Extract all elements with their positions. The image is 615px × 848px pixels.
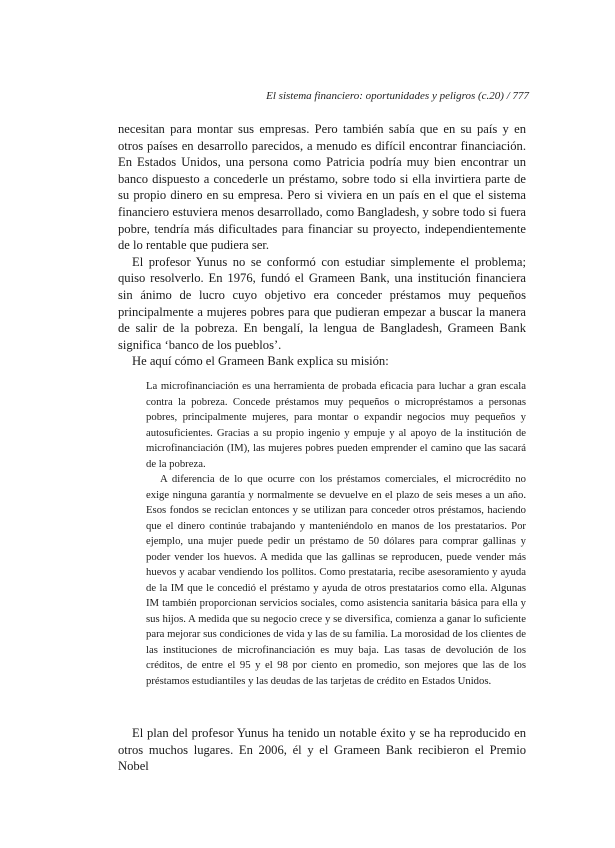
paragraph-continuation: necesitan para montar sus empresas. Pero también sabía que en su país y en otros países en desarrollo parecidos, a menudo es difícil encontrar financiación. En Estados Unidos, una persona como Patricia podría muy bien encontrar un banco dispuesto a concederle un préstamo, sobre todo si ella invirtiera parte de su propio dinero en su empresa. Pero si viviera en un país en el que el sistema financiero estuviera menos desarrollado, como Bangladesh, y sobre todo si fuera pobre, tendría más dificultades para financiar su proyecto, independientemente de lo rentable que pudiera ser.: [118, 122, 526, 253]
quote-paragraph-1: La microfinanciación es una herramienta de probada eficacia para luchar a gran escala contra la pobreza. Concede préstamos muy pequeños o micropréstamos a personas pobres, principalmente mujeres, para montar o expandir negocios muy pequeños y autosuficientes. Gracias a su propio ingenio y empuje y al apoyo de la institución de microfinanciación (IM), las mujeres pobres pueden emprender el camino que las sacará de la pobreza.: [146, 380, 526, 470]
running-title: El sistema financiero: oportunidades y peligros (c.20): [266, 90, 504, 102]
closing-text: [118, 725, 526, 775]
main-text: [118, 121, 526, 370]
block-quote: [146, 379, 526, 689]
paragraph-closing: El plan del profesor Yunus ha tenido un notable éxito y se ha reproducido en otros muchos lugares. En 2006, él y el Grameen Bank recibieron el Premio Nobel: [118, 726, 526, 774]
page-number: 777: [512, 90, 529, 102]
quote-paragraph-2: A diferencia de lo que ocurre con los préstamos comerciales, el microcrédito no exige ninguna garantía y normalmente se devuelve en el plazo de seis meses a un año. Esos fondos se reciclan entonces y se utilizan para conceder otros préstamos, haciendo que el dinero continúe trabajando y manteniéndolo en manos de los prestatarios. Por ejemplo, una mujer puede pedir un préstamo de 50 dólares para comprar gallinas y poder vender los huevos. A medida que las gallinas se reproducen, puede vender más huevos y acabar vendiendo los pollitos. Como prestataria, recibe asesoramiento y ayuda de la IM que le concedió el préstamo y ayuda de otros prestatarios como ella. Algunas IM también proporcionan servicios sociales, como asistencia sanitaria básica para ella y sus hijos. A medida que su negocio crece y se diversifica, comienza a ganar lo suficiente para mejorar sus condiciones de vida y las de su familia. La morosidad de los clientes de las instituciones de microfinanciación es muy baja. Las tasas de devolución de los créditos, de entre el 95 y el 98 por ciento en promedio, son mejores que las de los préstamos estudiantiles y las deudas de las tarjetas de crédito en Estados Unidos.: [146, 473, 526, 687]
running-header: [266, 90, 529, 102]
paragraph-yunus: El profesor Yunus no se conformó con estudiar simplemente el problema; quiso resolverlo. En 1976, fundó el Grameen Bank, una institución financiera sin ánimo de lucro cuyo objetivo era conceder préstamos muy pequeños principalmente a mujeres pobres para que pudieran empezar a buscar la manera de salir de la pobreza. En bengalí, la lengua de Bangladesh, Grameen Bank significa ‘banco de los pueblos’.: [118, 254, 526, 352]
paragraph-intro-quote: He aquí cómo el Grameen Bank explica su misión:: [132, 354, 389, 369]
header-separator: /: [506, 90, 510, 102]
